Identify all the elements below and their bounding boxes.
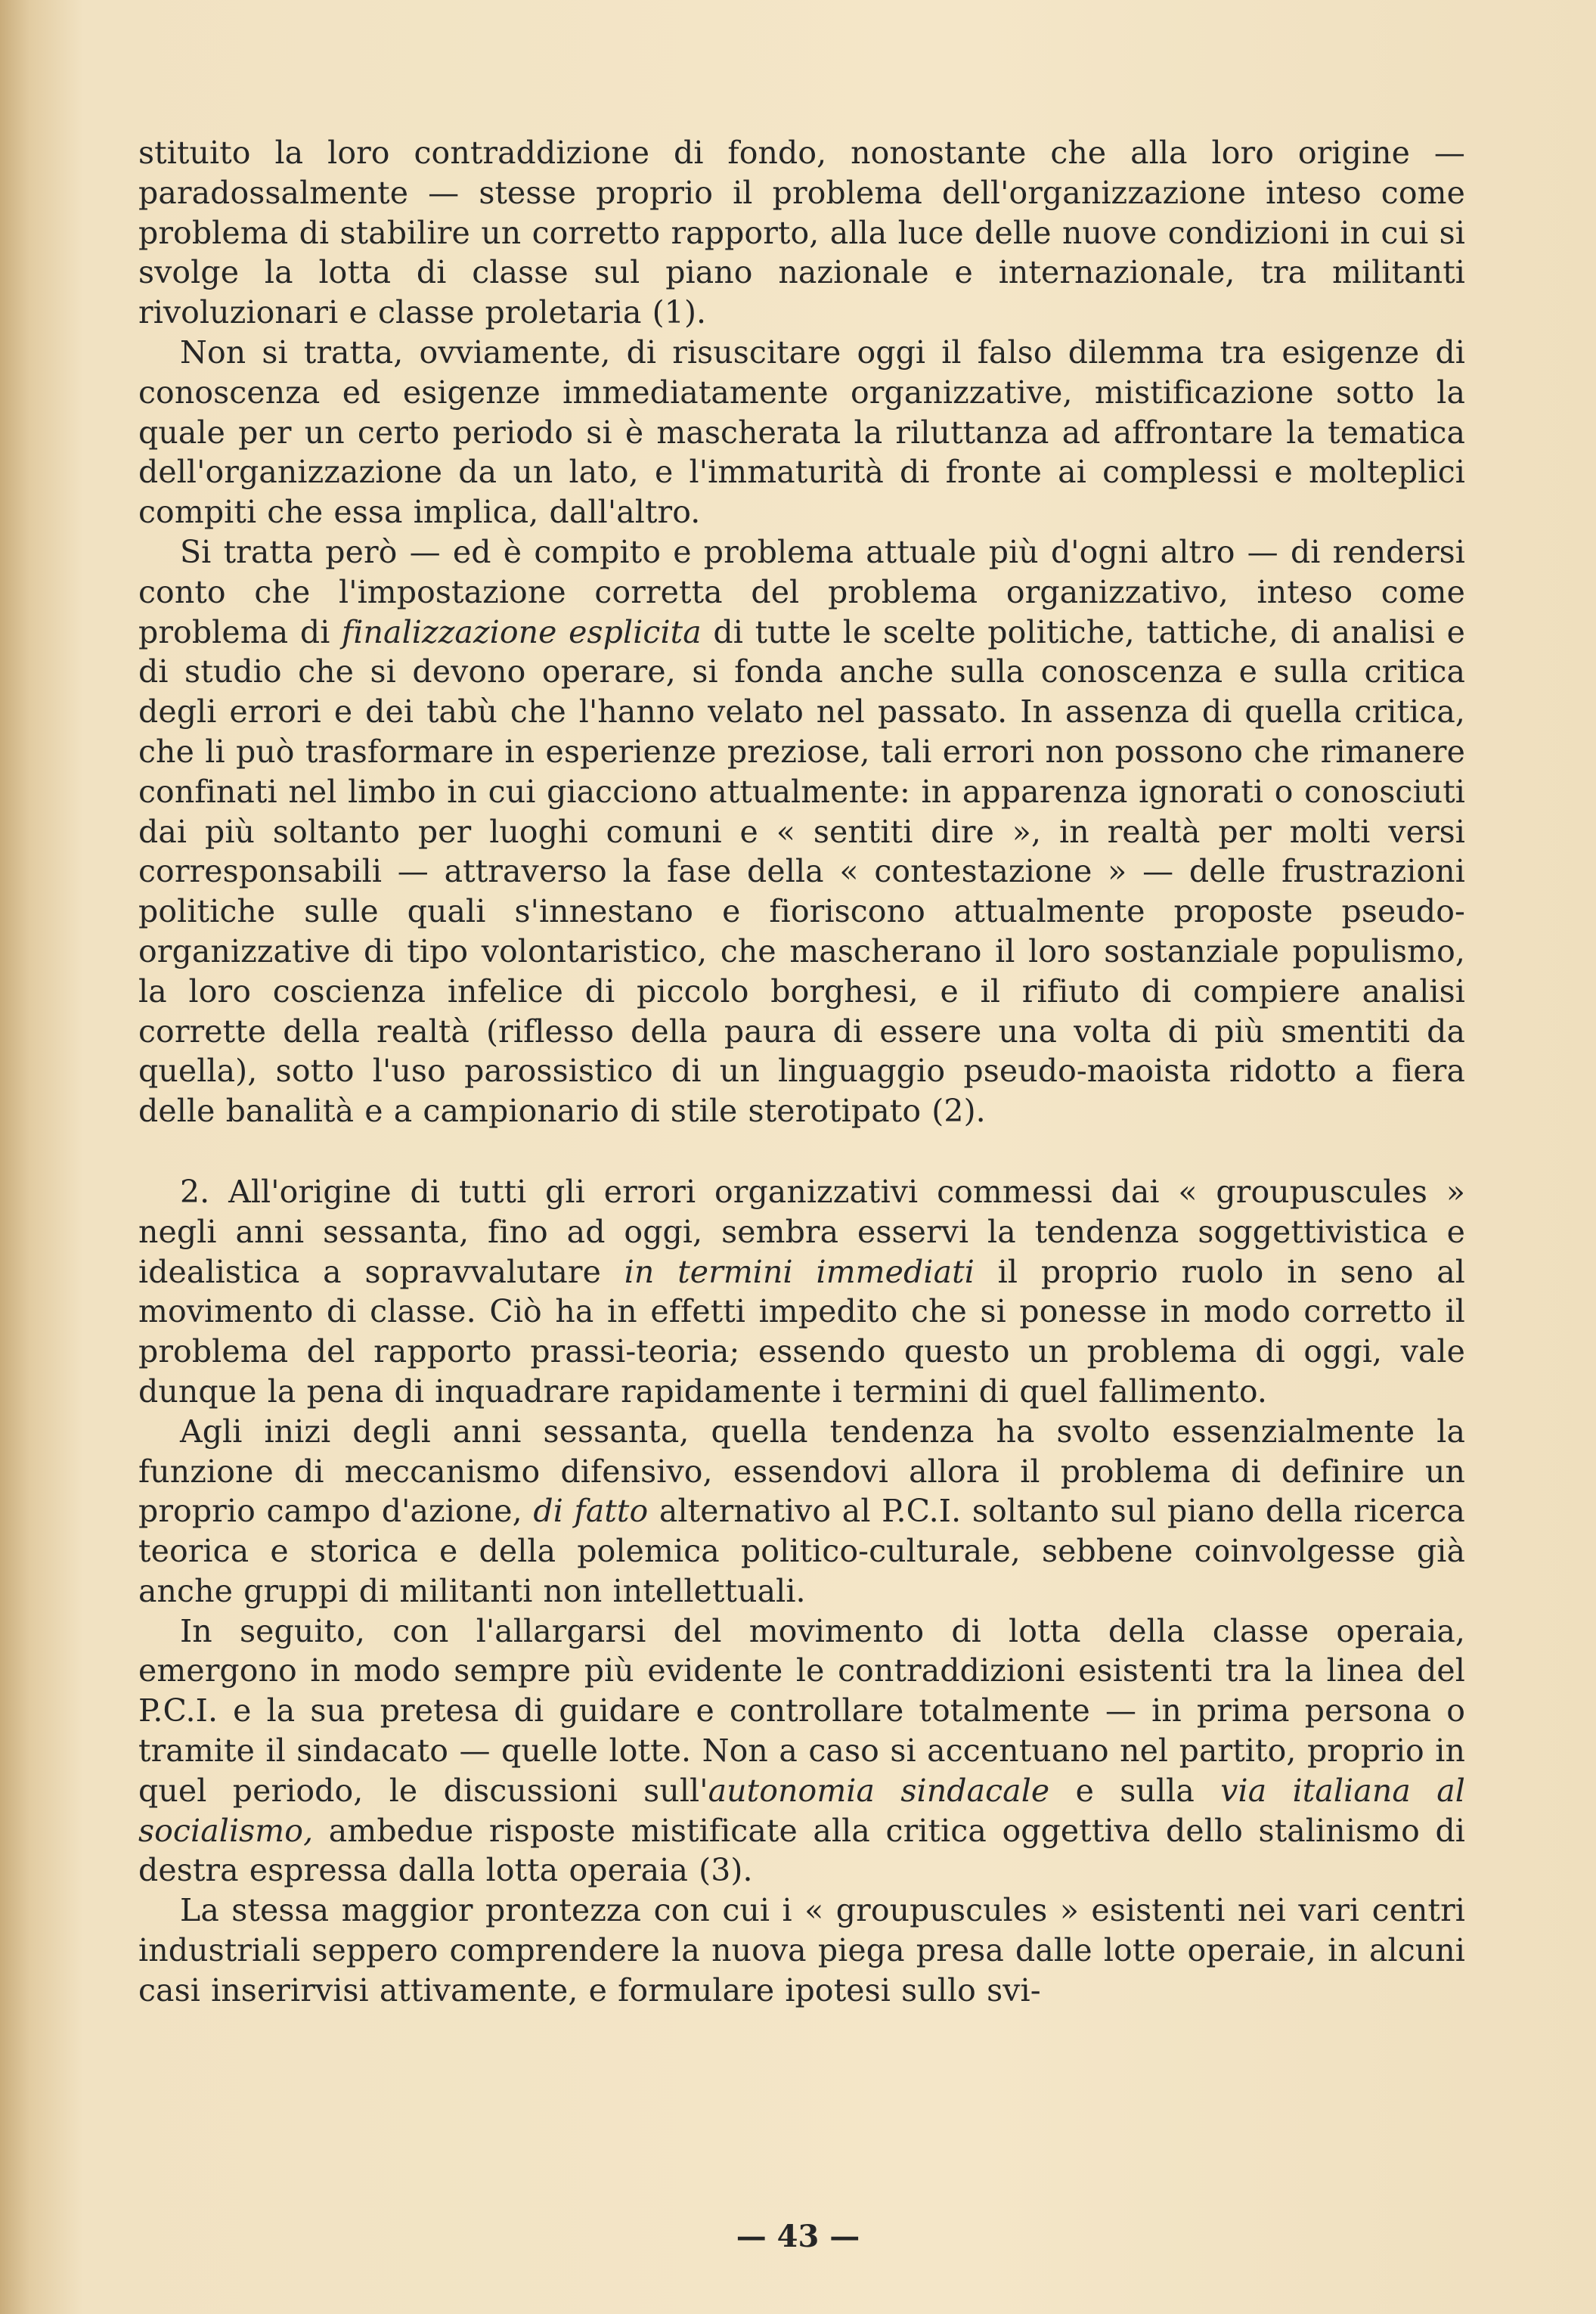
- page-number: — 43 —: [736, 2219, 860, 2254]
- italic-run: autonomia sindacale: [708, 1772, 1050, 1809]
- page-body: [138, 133, 1465, 2011]
- text-run: il proprio ruolo in seno al movimento di classe. Ciò ha in effetti impedito che si ponesse in modo corretto il problema del rapporto prassi-teoria; essendo questo un problema di oggi, vale dunque la pena di inquadrare rapidamente i termini di quel fallimento.: [138, 1253, 1465, 1410]
- paragraph: [138, 133, 1465, 333]
- text-run: Si tratta però — ed è compito e problema attuale più d'ogni altro — di rendersi conto che l'impostazione corretta del problema organizzativo, inteso come problema di: [138, 533, 1465, 650]
- text-run: In seguito, con l'allargarsi del movimento di lotta della classe operaia, emergono in modo sempre più evidente le contraddizioni esistenti tra la linea del P.C.I. e la sua pretesa di guidare e controllare totalmente — in prima persona o tramite il sindacato — quelle lotte. Non a caso si accentuano nel partito, proprio in quel periodo, le discussioni sull': [138, 1612, 1465, 1809]
- body-text: [138, 133, 1465, 2011]
- text-run: stituito la loro contraddizione di fondo, nonostante che alla loro origine — paradossalmente — stesse proprio il problema dell'organizzazione inteso come problema di stabilire un corretto rapporto, alla luce delle nuove condizioni in cui si svolge la lotta di classe sul piano nazionale e internazionale, tra militanti rivoluzionari e classe proletaria (1).: [138, 135, 1465, 331]
- text-run: e sulla: [1049, 1772, 1221, 1809]
- text-run: alternativo al P.C.I. soltanto sul piano della ricerca teorica e storica e della polemica politico-culturale, sebbene coinvolgesse già anche gruppi di militanti non intellettuali.: [138, 1493, 1465, 1609]
- italic-run: via italiana al socialismo,: [138, 1772, 1465, 1849]
- italic-run: finalizzazione esplicita: [342, 613, 702, 650]
- paragraph: [138, 1172, 1465, 1412]
- paragraph: [138, 1412, 1465, 1611]
- text-run: Non si tratta, ovviamente, di risuscitare oggi il falso dilemma tra esigenze di conoscenza ed esigenze immediatamente organizzative, mistificazione sotto la quale per un certo periodo si è mascherata la riluttanza ad affrontare la tematica dell'organizzazione da un lato, e l'immaturità di fronte ai complessi e molteplici compiti che essa implica, dall'altro.: [138, 333, 1465, 531]
- text-run: La stessa maggior prontezza con cui i « groupuscules » esistenti nei vari centri industriali seppero comprendere la nuova piega presa dalle lotte operaie, in alcuni casi inserirvisi attivamente, e formulare ipotesi sullo svi-: [138, 1892, 1465, 2008]
- paragraph: [138, 532, 1465, 1131]
- paragraph: [138, 1611, 1465, 1891]
- paragraph: [138, 1891, 1465, 2010]
- text-run: Agli inizi degli anni sessanta, quella tendenza ha svolto essenzialmente la funzione di meccanismo difensivo, essendovi allora il problema di definire un proprio campo d'azione,: [138, 1413, 1465, 1530]
- text-run: di tutte le scelte politiche, tattiche, di analisi e di studio che si devono operare, si fonda anche sulla conoscenza e sulla critica degli errori e dei tabù che l'hanno velato nel passato. In assenza di quella critica, che li può trasformare in esperienze preziose, tali errori non possono che rimanere confinati nel limbo in cui giacciono attualmente: in apparenza ignorati o conosciuti dai più soltanto per luoghi comuni e « sentiti dire », in realtà per molti versi corresponsabili — attraverso la fase della « contestazione » — delle frustrazioni politiche sulle quali s'innestano e fioriscono attualmente proposte pseudo-organizzative di tipo volontaristico, che mascherano il loro sostanziale populismo, la loro coscienza infelice di piccolo borghesi, e il rifiuto di compiere analisi corrette della realtà (riflesso della paura di essere una volta di più smentiti da quella), sotto l'uso parossistico di un linguaggio pseudo-maoista ridotto a fiera delle banalità e a campionario di stile sterotipato (2).: [138, 613, 1465, 1130]
- text-run: ambedue risposte mistificate alla critica oggettiva dello stalinismo di destra espressa dalla lotta operaia (3).: [138, 1812, 1465, 1889]
- italic-run: di fatto: [533, 1493, 649, 1530]
- paragraph: [138, 333, 1465, 532]
- italic-run: in termini immediati: [624, 1253, 975, 1290]
- text-run: 2. All'origine di tutti gli errori organizzativi commessi dai « groupuscules » negli anni sessanta, fino ad oggi, sembra esservi la tendenza soggettivistica e idealistica a sopravvalutare: [138, 1173, 1465, 1290]
